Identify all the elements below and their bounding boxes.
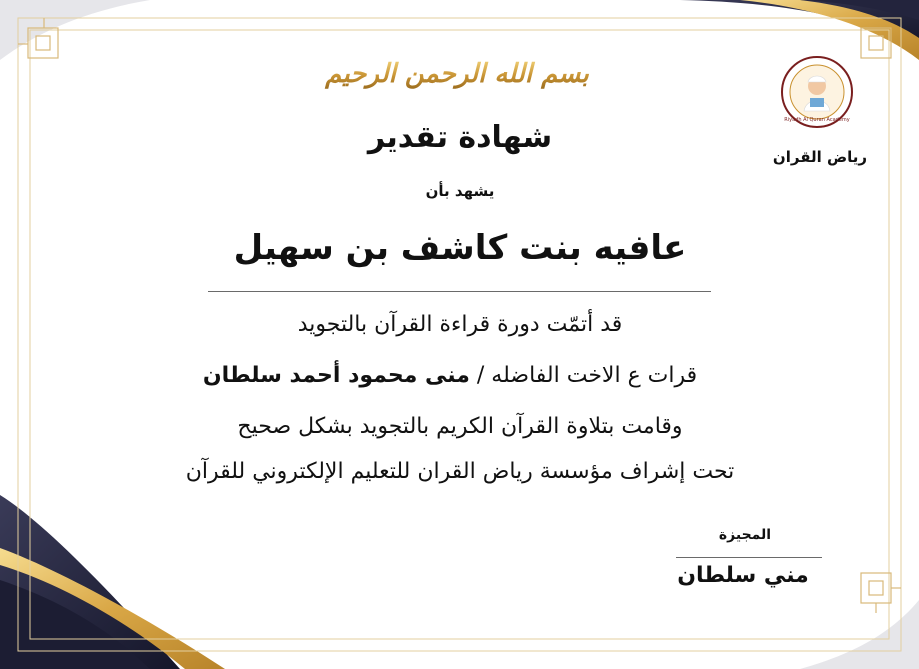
course-completion-line: قد أتمّت دورة قراءة القرآن بالتجويد: [297, 312, 623, 337]
signature-line: [676, 557, 822, 558]
signer-label: المجيزة: [718, 527, 772, 543]
logo-ring-text: Riyadh Al Quran Academy: [784, 117, 850, 123]
basmala-text: بسم الله الرحمن الرحيم: [325, 59, 589, 89]
supervision-line: تحت إشراف مؤسسة رياض القران للتعليم الإلكتروني للقرآن: [185, 459, 735, 484]
corner-ornament-bottom-right: [861, 573, 901, 613]
book-icon: [810, 98, 824, 107]
teacher-line-prefix: قرات ع الاخت الفاضله /: [476, 363, 698, 388]
basmala-calligraphy: [325, 36, 589, 106]
academy-logo: [780, 55, 854, 129]
signer-name: مني سلطان: [677, 563, 809, 588]
attests-text: يشهد بأن: [425, 182, 495, 200]
logo-caption: رياض القران: [772, 148, 868, 166]
name-underline: [208, 291, 711, 292]
recipient-name: عافيه بنت كاشف بن سهيل: [233, 228, 687, 268]
teacher-name: منى محمود أحمد سلطان: [202, 363, 470, 388]
certificate-title: شهادة تقدير: [367, 120, 553, 155]
teacher-line: [150, 363, 750, 388]
recitation-line: وقامت بتلاوة القرآن الكريم بالتجويد بشكل صحيح: [237, 414, 683, 439]
